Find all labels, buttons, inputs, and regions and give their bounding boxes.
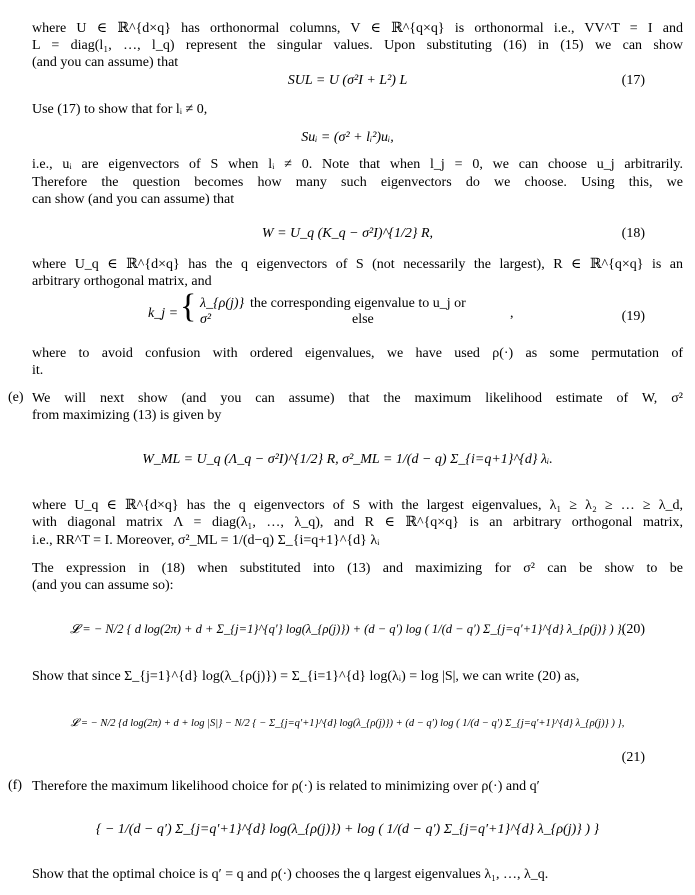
paragraph-line: We will next show (and you can assume) that the maximum likelihood estimate of W, σ² bbox=[32, 391, 683, 406]
paragraph-line: i.e., RR^T = I. Moreover, σ²_ML = 1/(d−q) Σ_{i=q+1}^{d} λᵢ bbox=[32, 533, 380, 548]
item-label-e: (e) bbox=[8, 390, 24, 405]
paragraph-line: arbitrary orthogonal matrix, and bbox=[32, 274, 212, 289]
paragraph-line: The expression in (18) when substituted into (13) and maximizing for σ² can be show to be bbox=[32, 561, 683, 576]
case-condition: else bbox=[352, 312, 374, 327]
paragraph-line: where to avoid confusion with ordered eigenvalues, we have used ρ(·) as some permutation of bbox=[32, 346, 683, 361]
paragraph-line: (and you can assume) that bbox=[32, 55, 179, 70]
comma: , bbox=[510, 306, 514, 321]
paragraph-line: Therefore the question becomes how many such eigenvectors do we choose. Using this, we bbox=[32, 175, 683, 190]
item-label-f: (f) bbox=[8, 778, 22, 793]
equation-17: SUL = U (σ²I + L²) L bbox=[287, 73, 408, 88]
paragraph-line: with diagonal matrix Λ = diag(λ₁, …, λ_q), and R ∈ ℝ^{q×q} is an arbitrary orthogonal matrix, bbox=[32, 515, 683, 530]
case-condition: the corresponding eigenvalue to u_j or bbox=[250, 296, 466, 311]
equation-ml: W_ML = U_q (Λ_q − σ²I)^{1/2} R, σ²_ML = 1/(d − q) Σ_{i=q+1}^{d} λᵢ. bbox=[142, 452, 553, 467]
left-brace: { bbox=[180, 288, 197, 325]
paragraph-line: Show that the optimal choice is q′ = q and ρ(·) chooses the q largest eigenvalues λ₁, …, λ_q. bbox=[32, 867, 549, 882]
paragraph-line: i.e., uᵢ are eigenvectors of S when lᵢ ≠ 0. Note that when l_j = 0, we can choose u_j arbitrarily. bbox=[32, 157, 683, 172]
equation-su: Suᵢ = (σ² + lᵢ²)uᵢ, bbox=[301, 130, 394, 145]
paragraph-line: (and you can assume so): bbox=[32, 578, 174, 593]
paragraph-line: where U_q ∈ ℝ^{d×q} has the q eigenvectors of S with the largest eigenvalues, λ₁ ≥ λ₂ ≥ … ≥ λ_d, bbox=[32, 498, 683, 513]
equation-number: (17) bbox=[621, 73, 645, 88]
case-value: λ_{ρ(j)} bbox=[200, 296, 245, 311]
paragraph-line: Show that since Σ_{j=1}^{d} log(λ_{ρ(j)}) = Σ_{i=1}^{d} log(λᵢ) = log |S|, we can write (20) as, bbox=[32, 669, 580, 684]
paragraph-line: L = diag(l₁, …, l_q) represent the singular values. Upon substituting (16) in (15) we can show bbox=[32, 38, 683, 53]
equation-21: 𝓛 = − N/2 {d log(2π) + d + log |S|} − N/2 { − Σ_{j=q′+1}^{d} log(λ_{ρ(j)}) + (d − q′) log ( 1/(d − q′) Σ_{j=q′+1}^{d} λ_{ρ(j)} ) }, bbox=[70, 718, 625, 729]
paragraph-line: from maximizing (13) is given by bbox=[32, 408, 222, 423]
paragraph-line: where U_q ∈ ℝ^{d×q} has the q eigenvectors of S (not necessarily the largest), R ∈ ℝ^{q×q} is an bbox=[32, 257, 683, 272]
paragraph-line: it. bbox=[32, 363, 44, 378]
equation-number: (20) bbox=[621, 622, 645, 637]
equation-19-lhs: k_j = bbox=[148, 306, 179, 321]
paragraph-line: Therefore the maximum likelihood choice for ρ(·) is related to minimizing over ρ(·) and q′ bbox=[32, 779, 540, 794]
equation-number: (18) bbox=[621, 226, 645, 241]
paragraph-line: can show (and you can assume) that bbox=[32, 192, 235, 207]
paragraph-line: Use (17) to show that for lᵢ ≠ 0, bbox=[32, 102, 208, 117]
equation-number: (21) bbox=[621, 750, 645, 765]
equation-20: 𝓛 = − N/2 { d log(2π) + d + Σ_{j=1}^{q′} log(λ_{ρ(j)}) + (d − q′) log ( 1/(d − q′) Σ_{j=q′+1}^{d} λ_{ρ(j)} ) }, bbox=[70, 622, 625, 636]
equation-18: W = U_q (K_q − σ²I)^{1/2} R, bbox=[261, 226, 434, 241]
paragraph-line: where U ∈ ℝ^{d×q} has orthonormal columns, V ∈ ℝ^{q×q} is orthonormal i.e., VV^T = I and bbox=[32, 21, 683, 36]
equation-f: { − 1/(d − q′) Σ_{j=q′+1}^{d} log(λ_{ρ(j)}) + log ( 1/(d − q′) Σ_{j=q′+1}^{d} λ_{ρ(j)} ) } bbox=[95, 822, 600, 837]
case-value: σ² bbox=[200, 312, 212, 327]
equation-number: (19) bbox=[621, 309, 645, 324]
